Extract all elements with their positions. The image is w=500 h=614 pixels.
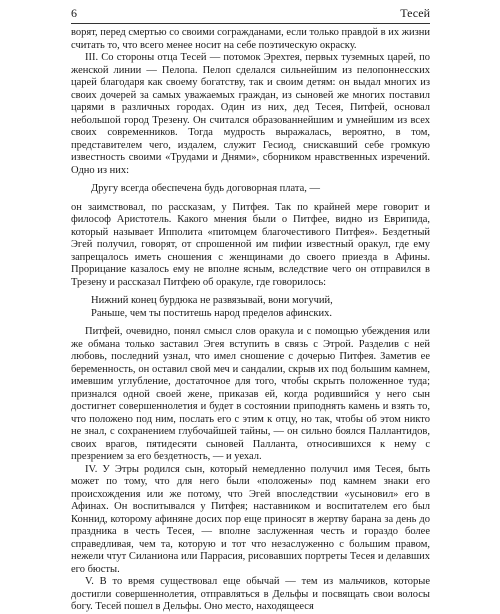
paragraph: V. В то время существовал еще обычай — тем из мальчиков, которые достигли совершеннолетия, отправляться в Дельфы и посвящать свои волосы богу. Тесей пошел в Дельфы. Оно место, находящееся: [71, 576, 430, 612]
paragraph: Питфей, очевидно, понял смысл слов оракула и с помощью убеждения или же обмана только заставил Эгея вступить в связь с Этрой. Разделив с ней любовь, последний узнал, что имел сношение с дочерью Питфея. Заметив ее беременность, он оставил свой меч и сандалии, скрыв их под большим камнем, имевшим углубление, достаточное для того, чтобы скрыть положенное туда; признался одной своей жене, приказав ей, когда родившийся у него сын достигнет совершеннолетия и будет в состоянии приподнять камень и взять то, что положено под ним, послать его с этим к отцу, но так, чтобы об этом никто не знал, с сохранением глубочайшей тайны, — он сильно боялся Паллантидов, своих врагов, пятидесяти сыновей Палланта, относившихся к нему с презрением за его бездетность, — и уехал.: [71, 326, 430, 462]
body-text: [71, 27, 430, 614]
quote-line: Другу всегда обеспечена будь договорная плата, —: [91, 183, 321, 194]
paragraph: он заимствовал, по рассказам, у Питфея. Так по крайней мере говорит и философ Аристотель. Какого мнения были о Питфее, видно из Еврипида, который называет Ипполита «питомцем благочестивого Питфея». Бездетный Эгей получил, говорят, от спрошенной им пифии известный оракул, где ему запрещалось иметь сношения с женщинами до своего приезда в Афины. Прорицание казалось ему не вполне ясным, вследствие чего он отправился в Трезену и рассказал Питфею об оракуле, где говорилось:: [71, 201, 430, 288]
verse-line: Нижний конец бурдюка не развязывай, вони могучий,: [91, 295, 333, 306]
paragraph: ворят, перед смертью со своими согражданами, если только правдой в их жизни считать то, что всего менее носит на себе поэтическую окраску.: [71, 27, 430, 51]
running-header: [71, 6, 430, 24]
running-title: Тесей: [400, 6, 430, 20]
quotation: [91, 183, 430, 196]
paragraph: III. Со стороны отца Тесей — потомок Эрехтея, первых туземных царей, по женской линии — Пелопа. Пелоп сделался сильнейшим из пелопоннесских царей благодаря как своему богатству, так и своим детям: он выдал многих из своих дочерей за самых уважаемых граждан, из сыновей же многих поставил царями в различных городах. Один из них, дед Тесея, Питфей, основал небольшой город Трезену. Он считался образованнейшим и умнейшим из всех своих современников. Тогда мудрость выражалась, вероятно, в том, представителем чего, издалем, служит Гесиод, снискавший себе громкую известность своими «Трудами и Днями», сборником нравственных изречений. Одно из них:: [71, 52, 430, 176]
page-number: 6: [71, 6, 77, 20]
oracle-verse: [91, 295, 430, 320]
paragraph: IV. У Этры родился сын, который немедленно получил имя Тесея, быть может по тому, что для него были «положены» под камнем знаки его происхождения или же потому, что Эгей впоследствии «усыновил» его в Афинах. Он воспитывался у Питфея; наставником и воспитателем его был Коннид, которому афиняне досих пор еще приносят в жертву барана за день до праздника в честь Тесея, — вполне заслуженная честь и гораздо более справедливая, чем та, которую и тот что незаслуженно с большим правом, нежели чтут Силаниона или Паррасия, рисовавших портреты Тесея и делавших его бюсты.: [71, 463, 430, 575]
verse-line: Раньше, чем ты поститешь народ пределов афинских.: [91, 307, 332, 319]
